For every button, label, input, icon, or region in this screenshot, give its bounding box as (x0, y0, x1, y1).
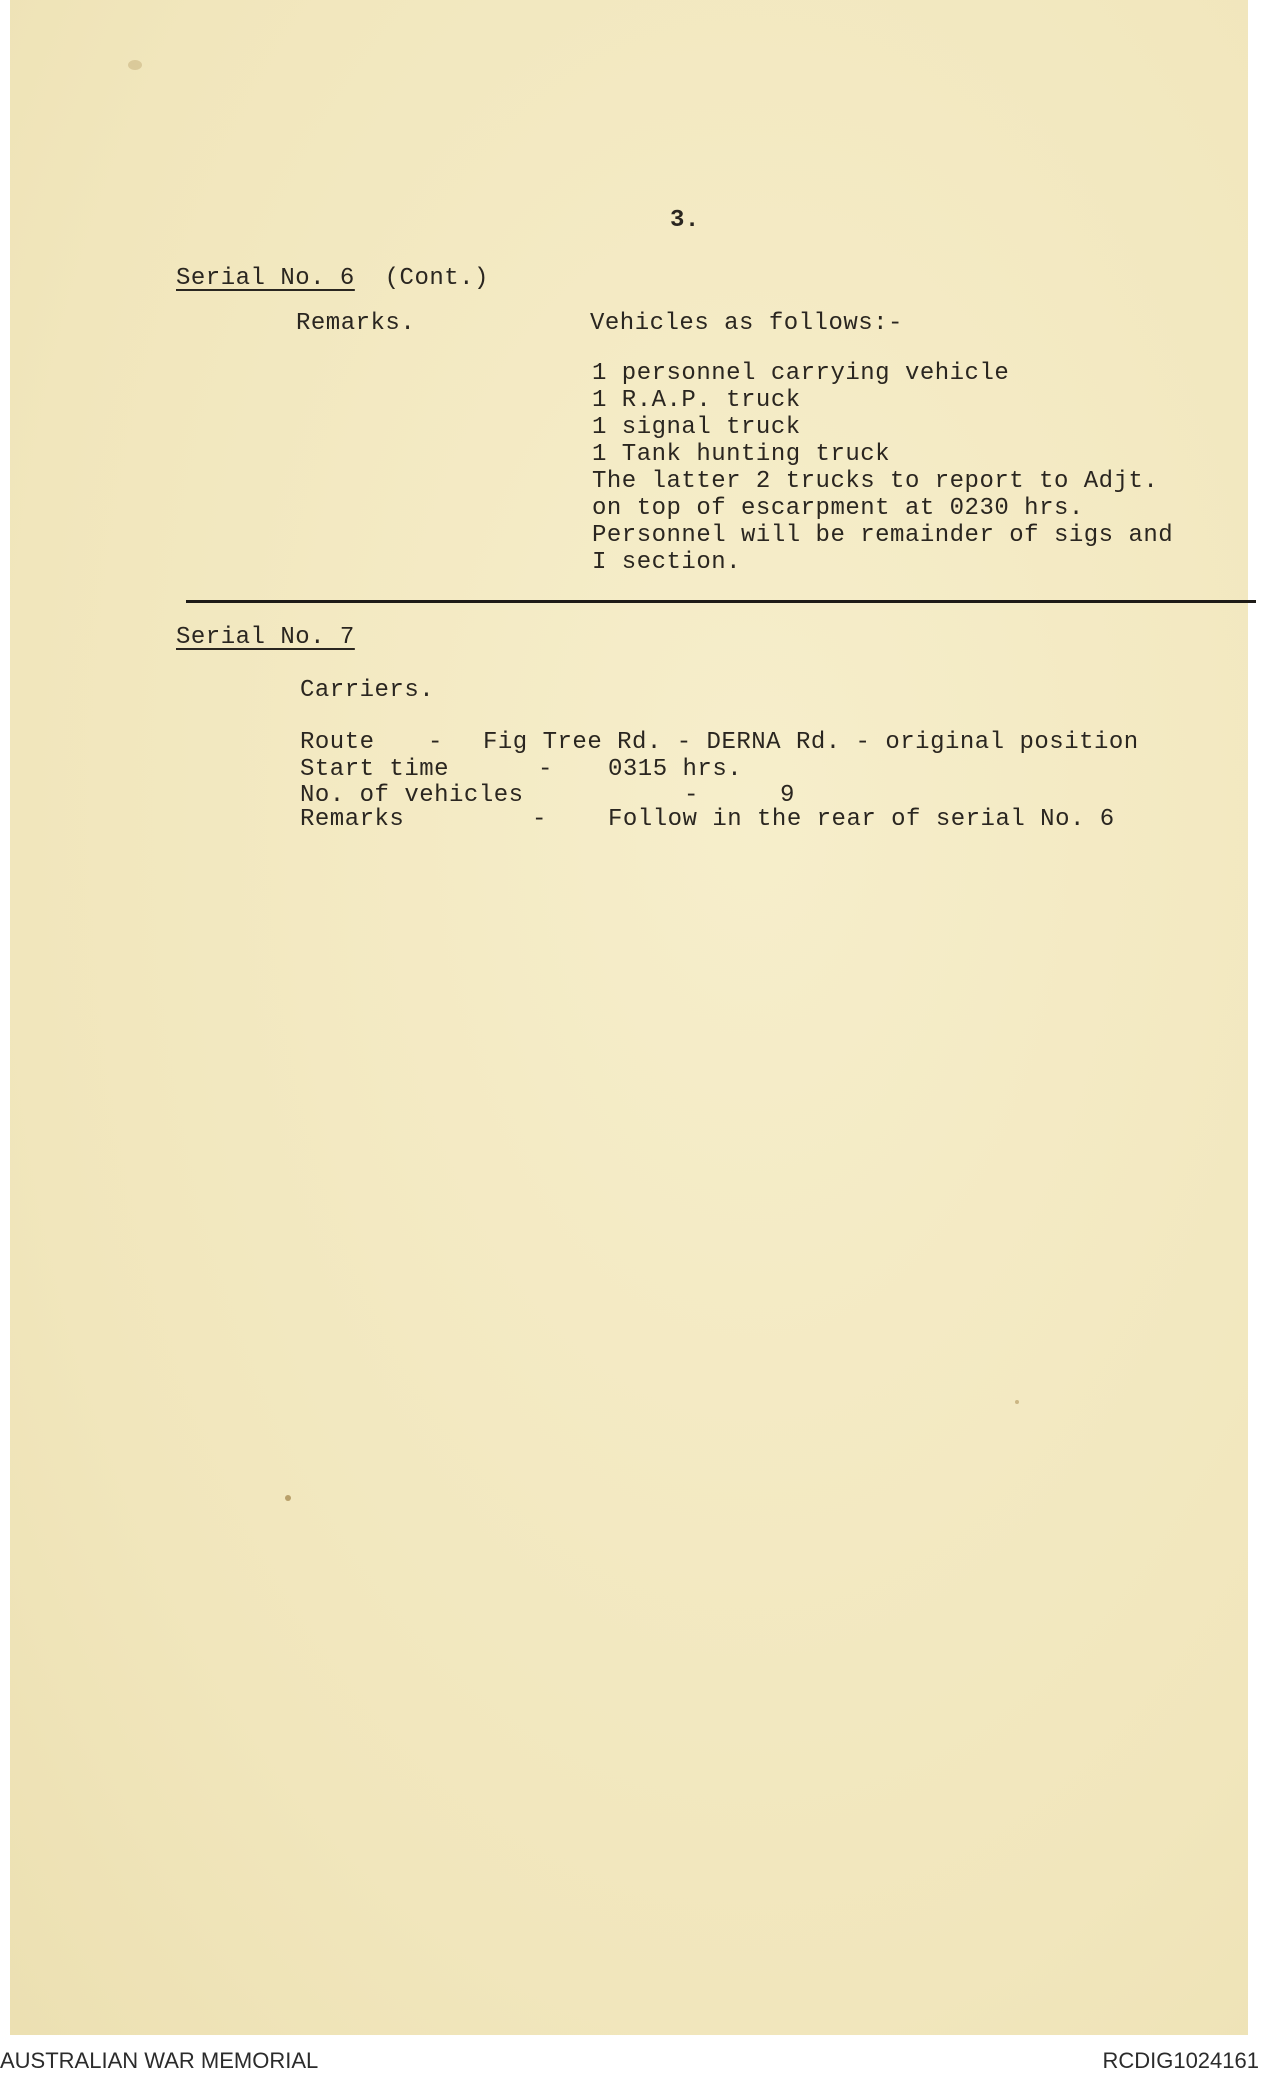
start-time-value: 0315 hrs. (608, 756, 743, 783)
footer-archive-name: AUSTRALIAN WAR MEMORIAL (0, 2048, 319, 2073)
stain-mark (128, 60, 142, 70)
stain-mark (1015, 1400, 1019, 1404)
route-label: Route (300, 729, 375, 756)
remarks-row-label: Remarks (300, 806, 405, 833)
start-time-label: Start time (300, 756, 450, 783)
remarks-row-dash: - (532, 806, 547, 833)
serial-6-heading: Serial No. 6 (176, 265, 355, 292)
vehicle-line: on top of escarpment at 0230 hrs. (592, 495, 1084, 522)
serial-7-heading: Serial No. 7 (176, 624, 355, 651)
remarks-row-value: Follow in the rear of serial No. 6 (608, 806, 1115, 833)
vehicles-count-value: 9 (780, 782, 795, 809)
route-value: Fig Tree Rd. - DERNA Rd. - original position (483, 729, 1139, 756)
remarks-label: Remarks. (296, 310, 416, 337)
serial-6-cont: (Cont.) (384, 265, 489, 292)
vehicle-line: 1 R.A.P. truck (592, 387, 801, 414)
document-page (10, 0, 1248, 2035)
section-divider (186, 600, 1256, 603)
footer-reference: RCDIG1024161 (1102, 2048, 1259, 2073)
vehicles-heading: Vehicles as follows:- (590, 310, 903, 337)
page-number: 3. (670, 207, 700, 234)
vehicle-line: The latter 2 trucks to report to Adjt. (592, 468, 1159, 495)
serial-6-heading-row (176, 265, 489, 292)
stain-mark (285, 1495, 291, 1501)
start-time-dash: - (538, 756, 553, 783)
vehicle-line: Personnel will be remainder of sigs and (592, 522, 1174, 549)
route-dash: - (428, 729, 443, 756)
vehicle-line: I section. (592, 549, 742, 576)
vehicles-count-label: No. of vehicles (300, 782, 524, 809)
serial-7-unit: Carriers. (300, 677, 435, 704)
vehicle-line: 1 Tank hunting truck (592, 441, 891, 468)
vehicle-line: 1 signal truck (592, 414, 801, 441)
vehicle-line: 1 personnel carrying vehicle (592, 360, 1010, 387)
vehicles-count-dash: - (684, 782, 699, 809)
